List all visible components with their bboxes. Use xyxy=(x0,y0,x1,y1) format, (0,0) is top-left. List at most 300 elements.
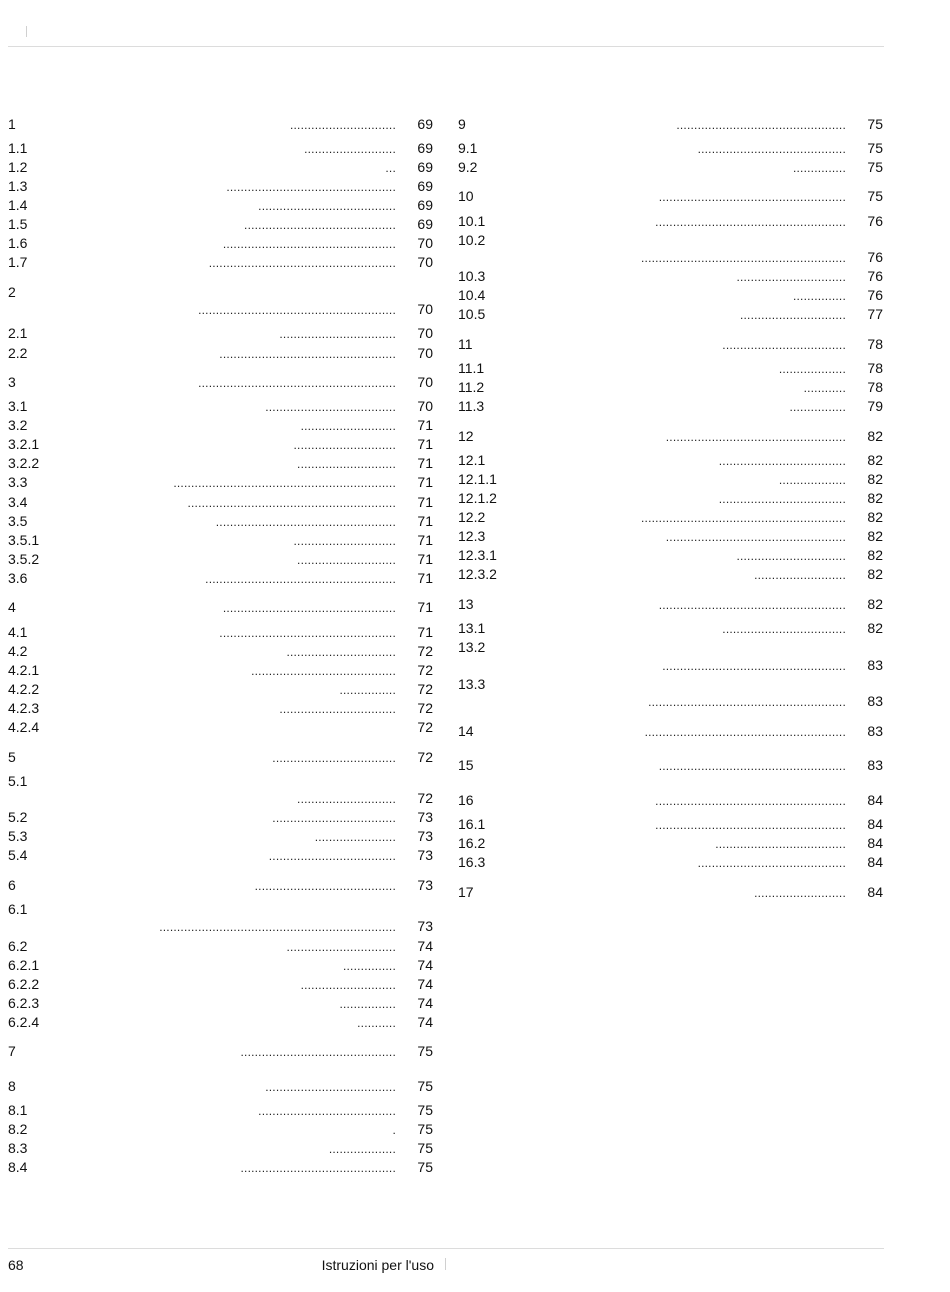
toc-entry[interactable] xyxy=(8,643,433,659)
toc-entry-page: 75 xyxy=(867,116,883,132)
toc-entry[interactable] xyxy=(8,599,433,615)
toc-entry[interactable] xyxy=(8,790,433,806)
toc-dot-leader: ...................................................... xyxy=(655,794,846,808)
toc-entry-number: 3.2 xyxy=(8,417,28,433)
toc-entry[interactable] xyxy=(8,995,433,1011)
toc-dot-leader: ................... xyxy=(328,1142,396,1156)
toc-entry-number: 4.2.3 xyxy=(8,700,40,716)
toc-entry-number: 3.6 xyxy=(8,570,28,586)
toc-entry[interactable] xyxy=(8,417,433,433)
toc-entry-number: 12.1.2 xyxy=(458,490,497,506)
toc-entry-page: 82 xyxy=(867,452,883,468)
toc-dot-leader: ........................................................ xyxy=(648,695,846,709)
toc-entry-number: 1.5 xyxy=(8,216,28,232)
toc-entry-page: 72 xyxy=(417,662,433,678)
toc-entry-page: 70 xyxy=(417,374,433,390)
toc-entry-number: 2.1 xyxy=(8,325,28,341)
toc-dot-leader: ................................................. xyxy=(222,237,396,251)
toc-entry-page: 75 xyxy=(417,1102,433,1118)
toc-dot-leader: ............................... xyxy=(736,270,846,284)
toc-dot-leader: ................................................ xyxy=(676,118,846,132)
toc-entry[interactable] xyxy=(8,159,433,175)
toc-entry-page: 78 xyxy=(867,379,883,395)
toc-entry[interactable] xyxy=(458,116,883,132)
toc-entry-page: 71 xyxy=(417,599,433,615)
toc-dot-leader: ................... xyxy=(778,473,846,487)
toc-dot-leader: ............................ xyxy=(297,792,396,806)
toc-entry[interactable] xyxy=(458,428,883,444)
toc-entry[interactable] xyxy=(8,325,433,341)
toc-entry-number: 6 xyxy=(8,877,16,893)
toc-entry[interactable] xyxy=(458,471,883,487)
toc-dot-leader: .............................. xyxy=(289,118,396,132)
toc-dot-leader: ............................ xyxy=(297,553,396,567)
toc-dot-leader: ................................................ xyxy=(226,180,396,194)
toc-entry-number: 14 xyxy=(458,723,474,739)
toc-dot-leader: . xyxy=(392,1123,396,1137)
toc-entry-number: 12.1.1 xyxy=(458,471,497,487)
toc-dot-leader: .................................... xyxy=(268,849,396,863)
toc-dot-leader: ................................................... xyxy=(665,530,846,544)
toc-entry[interactable] xyxy=(458,884,883,900)
toc-entry-page: 76 xyxy=(867,287,883,303)
toc-entry[interactable] xyxy=(8,1043,433,1059)
toc-entry[interactable] xyxy=(458,159,883,175)
toc-entry[interactable] xyxy=(8,235,433,251)
toc-entry-number: 11.1 xyxy=(458,360,485,376)
toc-entry[interactable] xyxy=(8,436,433,452)
toc-dot-leader: ................................... xyxy=(272,811,396,825)
toc-entry-number: 10 xyxy=(458,188,474,204)
toc-dot-leader: ............... xyxy=(792,161,846,175)
toc-entry-page: 71 xyxy=(417,417,433,433)
toc-entry-page: 69 xyxy=(417,140,433,156)
footer-separator xyxy=(445,1258,446,1270)
toc-entry-page: 71 xyxy=(417,513,433,529)
toc-entry[interactable] xyxy=(8,551,433,567)
toc-dot-leader: .................................... xyxy=(718,492,846,506)
toc-entry[interactable] xyxy=(8,847,433,863)
toc-entry-page: 73 xyxy=(417,877,433,893)
toc-entry-number: 10.3 xyxy=(458,268,486,284)
toc-entry-number: 12.3.2 xyxy=(458,566,497,582)
toc-entry-page: 74 xyxy=(417,938,433,954)
toc-dot-leader: ....................................... xyxy=(258,199,396,213)
toc-dot-leader: ..................................... xyxy=(265,1080,396,1094)
toc-entry-page: 74 xyxy=(417,1014,433,1030)
toc-entry[interactable] xyxy=(8,828,433,844)
toc-entry-number: 3.3 xyxy=(8,474,28,490)
toc-entry-page: 84 xyxy=(867,792,883,808)
toc-entry-page: 82 xyxy=(867,596,883,612)
toc-entry-page: 69 xyxy=(417,178,433,194)
toc-entry[interactable] xyxy=(8,719,433,735)
toc-dot-leader: .......................... xyxy=(754,886,846,900)
toc-entry-number: 12.3.1 xyxy=(458,547,497,563)
toc-entry-page: 75 xyxy=(417,1043,433,1059)
toc-entry-page: 70 xyxy=(417,301,433,317)
toc-entry[interactable] xyxy=(8,494,433,510)
toc-entry[interactable] xyxy=(458,816,883,832)
toc-entry-number: 3.5.1 xyxy=(8,532,40,548)
toc-dot-leader: ........................... xyxy=(300,419,396,433)
toc-dot-leader: ................ xyxy=(789,400,846,414)
toc-entry-number: 10.5 xyxy=(458,306,486,322)
toc-entry[interactable] xyxy=(8,140,433,156)
toc-entry[interactable] xyxy=(458,757,883,773)
toc-entry[interactable] xyxy=(8,1014,433,1030)
toc-entry-page: 69 xyxy=(417,197,433,213)
toc-entry[interactable] xyxy=(458,360,883,376)
toc-entry[interactable] xyxy=(458,676,883,692)
toc-entry-page: 82 xyxy=(867,509,883,525)
toc-dot-leader: ................ xyxy=(339,683,396,697)
toc-entry-number: 8 xyxy=(8,1078,16,1094)
toc-entry-page: 69 xyxy=(417,159,433,175)
toc-entry-number: 10.2 xyxy=(458,232,486,248)
toc-entry-page: 79 xyxy=(867,398,883,414)
toc-entry[interactable] xyxy=(458,547,883,563)
toc-entry-page: 82 xyxy=(867,620,883,636)
toc-entry-number: 4.2 xyxy=(8,643,28,659)
toc-dot-leader: ............... xyxy=(792,289,846,303)
toc-entry-page: 78 xyxy=(867,336,883,352)
toc-entry[interactable] xyxy=(8,681,433,697)
toc-entry-number: 5 xyxy=(8,749,16,765)
toc-dot-leader: ................................................... xyxy=(215,515,396,529)
toc-entry-page: 75 xyxy=(417,1078,433,1094)
toc-entry[interactable] xyxy=(458,213,883,229)
toc-dot-leader: ............................................ xyxy=(240,1045,396,1059)
toc-entry[interactable] xyxy=(8,455,433,471)
toc-entry[interactable] xyxy=(458,232,883,248)
toc-entry-page: 70 xyxy=(417,325,433,341)
toc-entry-number: 5.3 xyxy=(8,828,28,844)
toc-dot-leader: .......................................................... xyxy=(641,251,846,265)
toc-entry-number: 3.2.2 xyxy=(8,455,40,471)
toc-entry[interactable] xyxy=(458,379,883,395)
toc-entry[interactable] xyxy=(458,639,883,655)
toc-entry-number: 17 xyxy=(458,884,474,900)
toc-entry[interactable] xyxy=(8,532,433,548)
toc-entry[interactable] xyxy=(458,566,883,582)
toc-entry-page: 71 xyxy=(417,532,433,548)
toc-entry-page: 74 xyxy=(417,976,433,992)
toc-entry-page: 84 xyxy=(867,884,883,900)
toc-entry-number: 16.2 xyxy=(458,835,486,851)
toc-entry-page: 82 xyxy=(867,547,883,563)
toc-entry-page: 83 xyxy=(867,693,883,709)
toc-entry[interactable] xyxy=(458,792,883,808)
toc-entry[interactable] xyxy=(8,398,433,414)
toc-entry[interactable] xyxy=(458,268,883,284)
toc-entry-number: 6.2.1 xyxy=(8,957,40,973)
toc-entry-number: 6.2.3 xyxy=(8,995,40,1011)
toc-entry-number: 8.4 xyxy=(8,1159,28,1175)
toc-dot-leader: ................................... xyxy=(722,622,846,636)
toc-entry[interactable] xyxy=(8,976,433,992)
toc-entry[interactable] xyxy=(458,249,883,265)
toc-dot-leader: ........................................................ xyxy=(198,303,396,317)
toc-entry-page: 75 xyxy=(417,1121,433,1137)
footer-page-number: 68 xyxy=(8,1257,24,1273)
toc-entry-number: 4.2.2 xyxy=(8,681,40,697)
toc-entry-number: 11.2 xyxy=(458,379,485,395)
toc-entry-number: 12 xyxy=(458,428,474,444)
toc-dot-leader: ............................ xyxy=(297,457,396,471)
toc-dot-leader: ............................................ xyxy=(240,1161,396,1175)
toc-entry-number: 3.4 xyxy=(8,494,28,510)
toc-dot-leader: ................................................. xyxy=(222,601,396,615)
toc-entry-page: 73 xyxy=(417,918,433,934)
toc-dot-leader: .......................................................... xyxy=(641,511,846,525)
toc-entry-number: 12.1 xyxy=(458,452,486,468)
toc-entry-page: 84 xyxy=(867,854,883,870)
toc-dot-leader: ....................................... xyxy=(258,1104,396,1118)
toc-entry[interactable] xyxy=(458,835,883,851)
toc-entry[interactable] xyxy=(8,345,433,361)
toc-entry-page: 82 xyxy=(867,490,883,506)
toc-entry[interactable] xyxy=(8,1121,433,1137)
toc-entry[interactable] xyxy=(8,284,433,300)
toc-entry[interactable] xyxy=(8,957,433,973)
toc-entry-page: 73 xyxy=(417,809,433,825)
toc-dot-leader: ............................................................... xyxy=(173,476,396,490)
toc-entry[interactable] xyxy=(458,398,883,414)
toc-dot-leader: ............................... xyxy=(286,940,396,954)
toc-entry-number: 12.3 xyxy=(458,528,486,544)
toc-entry-page: 84 xyxy=(867,835,883,851)
toc-dot-leader: ..................................................... xyxy=(658,759,846,773)
toc-entry-number: 9 xyxy=(458,116,466,132)
toc-entry[interactable] xyxy=(458,188,883,204)
toc-entry-number: 6.2.2 xyxy=(8,976,40,992)
toc-entry[interactable] xyxy=(458,657,883,673)
toc-entry-page: 83 xyxy=(867,723,883,739)
toc-dot-leader: ........................................................... xyxy=(187,496,396,510)
toc-entry-number: 2 xyxy=(8,284,16,300)
toc-entry-number: 13.3 xyxy=(458,676,486,692)
toc-entry-page: 70 xyxy=(417,345,433,361)
toc-entry-number: 3.5.2 xyxy=(8,551,40,567)
toc-entry[interactable] xyxy=(8,877,433,893)
toc-dot-leader: .......................... xyxy=(304,142,396,156)
toc-entry-number: 10.4 xyxy=(458,287,486,303)
toc-entry-number: 1.6 xyxy=(8,235,28,251)
toc-entry-page: 77 xyxy=(867,306,883,322)
toc-entry-page: 71 xyxy=(417,624,433,640)
toc-entry-page: 69 xyxy=(417,116,433,132)
toc-dot-leader: .......................................... xyxy=(697,142,846,156)
toc-dot-leader: .................................... xyxy=(718,454,846,468)
toc-dot-leader: ................................... xyxy=(722,338,846,352)
toc-entry-page: 76 xyxy=(867,268,883,284)
toc-dot-leader: ................................. xyxy=(279,702,396,716)
toc-entry-page: 70 xyxy=(417,398,433,414)
toc-entry[interactable] xyxy=(458,287,883,303)
toc-dot-leader: ................................................... xyxy=(665,430,846,444)
footer-title: Istruzioni per l'uso xyxy=(321,1257,434,1273)
toc-entry[interactable] xyxy=(458,596,883,612)
toc-entry-number: 8.2 xyxy=(8,1121,28,1137)
toc-entry[interactable] xyxy=(8,662,433,678)
toc-entry[interactable] xyxy=(458,140,883,156)
toc-dot-leader: ................................... xyxy=(272,751,396,765)
toc-dot-leader: .................................................... xyxy=(662,659,846,673)
toc-entry[interactable] xyxy=(8,624,433,640)
toc-entry-number: 11 xyxy=(458,336,473,352)
toc-dot-leader: ...................................................... xyxy=(655,215,846,229)
toc-entry-page: 71 xyxy=(417,494,433,510)
toc-dot-leader: ........................................................ xyxy=(198,376,396,390)
toc-dot-leader: ..................................... xyxy=(715,837,846,851)
toc-entry[interactable] xyxy=(458,723,883,739)
toc-entry-page: 82 xyxy=(867,566,883,582)
toc-entry[interactable] xyxy=(8,1102,433,1118)
header-rule xyxy=(8,46,884,47)
toc-entry-number: 1.2 xyxy=(8,159,28,175)
toc-entry-page: 78 xyxy=(867,360,883,376)
toc-entry-number: 9.1 xyxy=(458,140,478,156)
toc-entry-page: 75 xyxy=(417,1159,433,1175)
toc-dot-leader: ........... xyxy=(357,1016,396,1030)
toc-entry[interactable] xyxy=(458,490,883,506)
toc-entry-page: 71 xyxy=(417,570,433,586)
toc-entry-page: 75 xyxy=(417,1140,433,1156)
toc-entry-page: 83 xyxy=(867,657,883,673)
toc-entry[interactable] xyxy=(8,474,433,490)
toc-entry-number: 1.1 xyxy=(8,140,28,156)
toc-entry[interactable] xyxy=(8,809,433,825)
toc-dot-leader: ................................................................... xyxy=(159,920,396,934)
toc-entry[interactable] xyxy=(8,1140,433,1156)
toc-dot-leader: .......................................... xyxy=(697,856,846,870)
toc-dot-leader: ..................................................... xyxy=(208,256,396,270)
toc-entry-page: 75 xyxy=(867,159,883,175)
toc-entry-page: 75 xyxy=(867,188,883,204)
toc-entry[interactable] xyxy=(458,509,883,525)
toc-entry[interactable] xyxy=(8,513,433,529)
toc-dot-leader: ... xyxy=(385,161,396,175)
toc-entry-page: 73 xyxy=(417,847,433,863)
toc-dot-leader: ........................... xyxy=(300,978,396,992)
toc-entry[interactable] xyxy=(458,854,883,870)
toc-entry-page: 74 xyxy=(417,957,433,973)
toc-entry-number: 3 xyxy=(8,374,16,390)
toc-dot-leader: ........................................ xyxy=(254,879,396,893)
header-separator xyxy=(26,26,27,37)
toc-entry[interactable] xyxy=(8,901,433,917)
toc-entry-page: 83 xyxy=(867,757,883,773)
toc-entry[interactable] xyxy=(458,620,883,636)
toc-entry-number: 5.4 xyxy=(8,847,28,863)
toc-entry-page: 71 xyxy=(417,436,433,452)
toc-entry[interactable] xyxy=(8,254,433,270)
toc-entry-number: 4.2.4 xyxy=(8,719,40,735)
toc-entry-number: 1 xyxy=(8,116,16,132)
toc-entry-number: 6.2 xyxy=(8,938,28,954)
toc-dot-leader: ............................. xyxy=(293,534,396,548)
toc-dot-leader: ............................... xyxy=(286,645,396,659)
toc-entry-page: 72 xyxy=(417,790,433,806)
toc-entry-page: 82 xyxy=(867,471,883,487)
toc-entry[interactable] xyxy=(8,1159,433,1175)
toc-entry[interactable] xyxy=(8,918,433,934)
toc-entry-page: 72 xyxy=(417,700,433,716)
toc-entry-number: 4.2.1 xyxy=(8,662,40,678)
toc-dot-leader: ................ xyxy=(339,997,396,1011)
toc-entry[interactable] xyxy=(8,749,433,765)
toc-entry-page: 82 xyxy=(867,528,883,544)
toc-entry[interactable] xyxy=(8,773,433,789)
toc-dot-leader: ................................. xyxy=(279,327,396,341)
toc-entry[interactable] xyxy=(458,306,883,322)
toc-entry-page: 72 xyxy=(417,719,433,735)
toc-entry-number: 8.3 xyxy=(8,1140,28,1156)
toc-entry[interactable] xyxy=(8,216,433,232)
toc-entry-number: 9.2 xyxy=(458,159,478,175)
toc-entry[interactable] xyxy=(8,116,433,132)
toc-dot-leader: ......................................... xyxy=(251,664,396,678)
toc-entry-number: 1.4 xyxy=(8,197,28,213)
toc-entry[interactable] xyxy=(458,336,883,352)
toc-entry[interactable] xyxy=(458,528,883,544)
toc-entry[interactable] xyxy=(8,178,433,194)
toc-dot-leader: ......................................................... xyxy=(644,725,846,739)
toc-entry-number: 1.7 xyxy=(8,254,28,270)
toc-entry[interactable] xyxy=(458,693,883,709)
toc-entry-number: 2.2 xyxy=(8,345,28,361)
toc-dot-leader: ........................................... xyxy=(244,218,396,232)
toc-entry[interactable] xyxy=(458,452,883,468)
toc-entry-number: 3.2.1 xyxy=(8,436,40,452)
toc-entry[interactable] xyxy=(8,1078,433,1094)
toc-entry[interactable] xyxy=(8,700,433,716)
toc-entry[interactable] xyxy=(8,197,433,213)
toc-entry-number: 4 xyxy=(8,599,16,615)
toc-dot-leader: ............... xyxy=(342,959,396,973)
toc-entry-number: 6.1 xyxy=(8,901,28,917)
toc-entry[interactable] xyxy=(8,570,433,586)
toc-dot-leader: ..................................................... xyxy=(658,598,846,612)
toc-entry-page: 71 xyxy=(417,551,433,567)
toc-entry-number: 4.1 xyxy=(8,624,28,640)
toc-entry[interactable] xyxy=(8,301,433,317)
toc-entry-page: 71 xyxy=(417,474,433,490)
toc-entry[interactable] xyxy=(8,374,433,390)
toc-dot-leader: ................... xyxy=(778,362,846,376)
toc-entry-number: 16.3 xyxy=(458,854,486,870)
toc-entry-page: 72 xyxy=(417,681,433,697)
toc-dot-leader: .......................... xyxy=(754,568,846,582)
toc-entry[interactable] xyxy=(8,938,433,954)
toc-entry-number: 7 xyxy=(8,1043,16,1059)
toc-entry-number: 3.5 xyxy=(8,513,28,529)
toc-entry-number: 13 xyxy=(458,596,474,612)
toc-entry-number: 13.2 xyxy=(458,639,486,655)
toc-entry-number: 8.1 xyxy=(8,1102,28,1118)
toc-entry-page: 72 xyxy=(417,749,433,765)
toc-entry-page: 71 xyxy=(417,455,433,471)
toc-entry-number: 3.1 xyxy=(8,398,28,414)
toc-dot-leader: .............................. xyxy=(739,308,846,322)
toc-entry-number: 11.3 xyxy=(458,398,485,414)
toc-entry-page: 70 xyxy=(417,254,433,270)
toc-entry-page: 76 xyxy=(867,249,883,265)
toc-entry-page: 72 xyxy=(417,643,433,659)
toc-dot-leader: ...................................................... xyxy=(205,572,396,586)
toc-dot-leader: ............................. xyxy=(293,438,396,452)
